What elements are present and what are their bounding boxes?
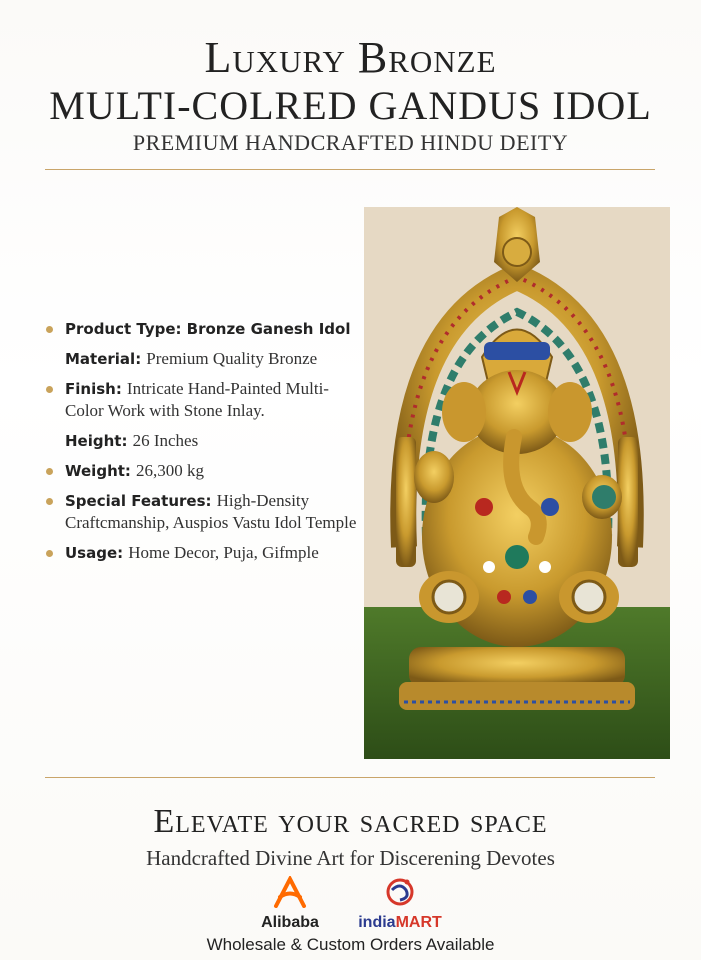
title-line-2: MULTI-COLRED GANDUS IDOL (49, 83, 652, 128)
subtagline: Handcrafted Divine Art for Discerening Devotes (146, 846, 555, 870)
spec-height (40, 430, 360, 452)
spec-label: Material: (65, 350, 142, 368)
bullet-icon (46, 550, 53, 557)
indiamart-logo (350, 876, 450, 932)
tagline: Elevate your sacred space (153, 803, 548, 840)
spec-value: 26 Inches (132, 431, 199, 450)
indiamart-name (350, 914, 450, 932)
spec-finish (40, 378, 360, 422)
indiamart-name-mart: MART (395, 914, 442, 931)
spec-label: Usage: (65, 544, 124, 562)
spec-product-type (40, 318, 360, 340)
spec-usage (40, 542, 360, 564)
spec-value: High-Density Craftcmanship, Auspios Vastu Idol Temple (65, 491, 357, 532)
spec-value: Home Decor, Puja, Gifmple (128, 543, 319, 562)
indiamart-name-india: india (358, 914, 396, 931)
alibaba-logo (240, 876, 340, 932)
bullet-icon (46, 326, 53, 333)
footer-note: Wholesale & Custom Orders Available (206, 935, 495, 954)
spec-value: Bronze Ganesh Idol (186, 320, 351, 338)
spec-list (40, 318, 360, 572)
subtitle: PREMIUM HANDCRAFTED HINDU DEITY (132, 130, 569, 155)
spec-label: Finish: (65, 380, 122, 398)
alibaba-a-icon (270, 876, 310, 908)
spec-label: Special Features: (65, 492, 212, 510)
spec-value: Premium Quality Bronze (146, 349, 318, 368)
spec-label: Height: (65, 432, 128, 450)
bottom-divider (45, 777, 655, 778)
alibaba-name: Alibaba (261, 914, 319, 931)
spec-label: Product Type: (65, 320, 182, 338)
bullet-icon (46, 468, 53, 475)
spec-weight (40, 460, 360, 482)
spec-value: 26,300 kg (136, 461, 205, 480)
bullet-icon (46, 386, 53, 393)
spec-material (40, 348, 360, 370)
title-line-1: Luxury Bronze (204, 33, 497, 82)
ganesh-idol-illustration (364, 207, 670, 759)
top-divider (45, 169, 655, 170)
spec-value: Intricate Hand-Painted Multi-Color Work with Stone Inlay. (65, 379, 329, 420)
indiamart-om-icon (380, 876, 420, 908)
ganesh-idol-photo (364, 207, 670, 759)
spec-label: Weight: (65, 462, 131, 480)
spec-special-features (40, 490, 360, 534)
bullet-icon (46, 498, 53, 505)
